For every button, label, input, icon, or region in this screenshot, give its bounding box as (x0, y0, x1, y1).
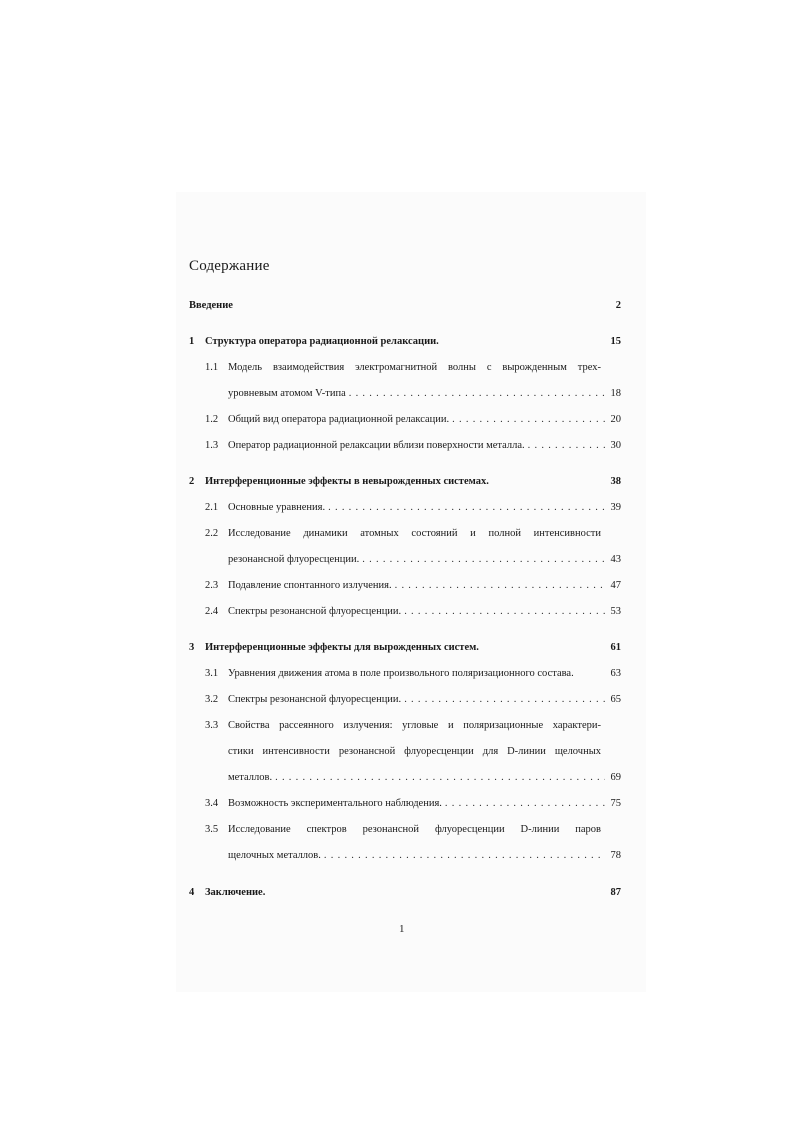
toc-section-number: 3.4 (205, 798, 219, 809)
toc-section-number: 2.3 (205, 580, 219, 591)
toc-chapter-number: 3 (189, 642, 195, 653)
toc-section-number: 2.4 (205, 606, 219, 617)
toc-section-1-1-continued (189, 388, 621, 399)
toc-entry-text: Спектры резонансной флуоресценции. (228, 694, 402, 705)
toc-entry-page: 15 (610, 336, 621, 347)
toc-entry-text: Введение (189, 300, 233, 311)
toc-section-1-1 (189, 362, 621, 373)
toc-chapter-3 (189, 642, 621, 653)
toc-section-2-2-continued (189, 554, 621, 565)
toc-section-1-2 (189, 414, 621, 425)
dot-leader (395, 580, 605, 591)
toc-section-number: 3.5 (205, 824, 219, 835)
toc-entry-text: резонансной флуоресценции. (228, 554, 360, 565)
toc-section-2-3 (189, 580, 621, 591)
toc-section-3-3-continued (189, 746, 621, 757)
toc-entry-text: Свойства рассеянного излучения: угловые и поляризационные характери- (228, 720, 601, 731)
toc-section-1-3 (189, 440, 621, 451)
toc-entry-page: 61 (610, 642, 621, 653)
dot-leader (528, 440, 605, 451)
toc-section-number: 3.1 (205, 668, 219, 679)
toc-entry-page: 20 (610, 414, 621, 425)
toc-section-3-3-continued-2 (189, 772, 621, 783)
dot-leader (404, 606, 605, 617)
toc-entry-text: Возможность экспериментального наблюдения. (228, 798, 442, 809)
toc-entry-text: Спектры резонансной флуоресценции. (228, 606, 402, 617)
dot-leader (349, 388, 605, 399)
toc-entry-text: Интерференционные эффекты в невырожденных системах. (205, 476, 489, 487)
toc-entry-text: Подавление спонтанного излучения. (228, 580, 392, 591)
toc-entry-page: 65 (610, 694, 621, 705)
dot-leader (328, 502, 605, 513)
toc-entry-text: щелочных металлов. (228, 850, 321, 861)
toc-entry-text: Оператор радиационной релаксации вблизи поверхности металла. (228, 440, 525, 451)
dot-leader (324, 850, 605, 861)
dot-leader (452, 414, 605, 425)
toc-entry-page: 2 (615, 300, 621, 311)
toc-entry-page: 43 (610, 554, 621, 565)
toc-entry-text: уровневым атомом V-типа (228, 388, 346, 399)
scanned-page (176, 192, 646, 992)
toc-section-3-4 (189, 798, 621, 809)
toc-section-3-2 (189, 694, 621, 705)
page-title: Содержание (189, 258, 270, 274)
toc-entry-text: Основные уравнения. (228, 502, 326, 513)
toc-entry-text: Структура оператора радиационной релаксации. (205, 336, 439, 347)
toc-entry-page: 75 (610, 798, 621, 809)
toc-chapter-number: 4 (189, 887, 195, 898)
toc-entry-page: 53 (610, 606, 621, 617)
toc-entry-page: 78 (610, 850, 621, 861)
toc-entry-text: Исследование динамики атомных состояний и полной интенсивности (228, 528, 601, 539)
toc-entry-text: Исследование спектров резонансной флуоресценции D-линии паров (228, 824, 601, 835)
toc-entry-text: Интерференционные эффекты для вырожденных систем. (205, 642, 479, 653)
dot-leader (275, 772, 605, 783)
page-number: 1 (399, 923, 405, 935)
toc-entry-page: 39 (610, 502, 621, 513)
toc-entry-text: стики интенсивности резонансной флуоресценции для D-линии щелочных (228, 746, 601, 757)
toc-chapter-number: 2 (189, 476, 195, 487)
toc-section-number: 3.3 (205, 720, 219, 731)
toc-section-number: 2.2 (205, 528, 219, 539)
toc-entry-text: Общий вид оператора радиационной релаксации. (228, 414, 450, 425)
toc-entry-page: 69 (610, 772, 621, 783)
toc-section-number: 1.2 (205, 414, 219, 425)
toc-section-3-5-continued (189, 850, 621, 861)
toc-section-3-1 (189, 668, 621, 679)
toc-section-number: 1.1 (205, 362, 219, 373)
toc-chapter-4 (189, 887, 621, 898)
toc-section-2-1 (189, 502, 621, 513)
dot-leader (445, 798, 605, 809)
toc-section-number: 1.3 (205, 440, 219, 451)
toc-entry-text: Заключение. (205, 887, 266, 898)
toc-entry-text: Модель взаимодействия электромагнитной волны с вырожденным трех- (228, 362, 601, 373)
toc-section-3-5 (189, 824, 621, 835)
toc-chapter-2 (189, 476, 621, 487)
dot-leader (404, 694, 605, 705)
toc-section-2-4 (189, 606, 621, 617)
toc-entry-page: 38 (610, 476, 621, 487)
toc-section-2-2 (189, 528, 621, 539)
toc-chapter-1 (189, 336, 621, 347)
toc-entry-introduction (189, 300, 621, 311)
toc-entry-page: 30 (610, 440, 621, 451)
toc-entry-text: Уравнения движения атома в поле произвольного поляризационного состава. (228, 668, 574, 679)
dot-leader (362, 554, 605, 565)
toc-entry-page: 47 (610, 580, 621, 591)
toc-section-number: 2.1 (205, 502, 219, 513)
toc-entry-page: 18 (610, 388, 621, 399)
toc-section-number: 3.2 (205, 694, 219, 705)
toc-entry-page: 63 (610, 668, 621, 679)
toc-entry-text: металлов. (228, 772, 273, 783)
toc-entry-page: 87 (610, 887, 621, 898)
toc-section-3-3 (189, 720, 621, 731)
toc-chapter-number: 1 (189, 336, 195, 347)
